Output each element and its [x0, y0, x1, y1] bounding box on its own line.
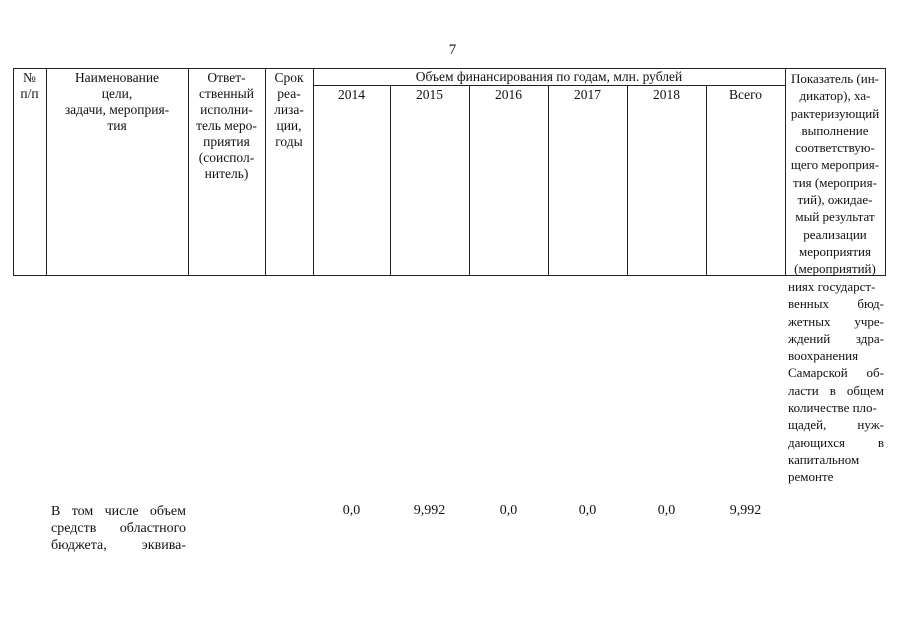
funding-group-divider: [313, 85, 785, 86]
indicator-line: ремонте: [788, 469, 834, 485]
row-name-line: средств областного: [51, 521, 186, 536]
indicator-line: дающихся в: [788, 434, 884, 450]
header-year-2014: 2014: [338, 87, 365, 102]
header-period: [265, 70, 313, 150]
header-period-line: Срок: [274, 70, 304, 85]
indicator-line: жетных учре-: [788, 313, 884, 329]
header-indicator-line: щего мероприя-: [790, 157, 880, 173]
indicator-line: капитальном: [788, 451, 860, 467]
col-border-11: [885, 68, 886, 276]
header-name-line: цели,: [101, 86, 133, 101]
header-year-2015: 2015: [416, 87, 443, 102]
header-indicator-line: выполнение: [801, 122, 869, 138]
header-indicator-line: тий), ожидае-: [797, 192, 873, 208]
value-2017: 0,0: [578, 503, 597, 518]
header-period-line: ции,: [276, 118, 302, 133]
header-period-line: реа-: [277, 86, 301, 101]
indicator-continuation: [788, 278, 884, 486]
header-name-line: тия: [107, 118, 127, 133]
indicator-line: ниях государст-: [788, 279, 876, 294]
page-number: 7: [448, 42, 457, 58]
header-total: Всего: [728, 87, 763, 102]
header-num-line: п/п: [20, 86, 39, 101]
header-period-line: годы: [275, 134, 303, 149]
header-indicator-line: мероприятия: [798, 243, 871, 259]
header-name-line: задачи, мероприя-: [64, 102, 170, 117]
indicator-line: воохранения: [788, 348, 859, 364]
col-border-7: [548, 85, 549, 276]
indicator-line: количестве пло-: [788, 400, 877, 416]
indicator-line: Самарской об-: [788, 365, 884, 381]
header-num-line: №: [23, 70, 36, 85]
row-name: [51, 503, 186, 554]
header-indicator-line: (мероприятий): [794, 261, 876, 277]
header-responsible-line: тель меро-: [196, 118, 257, 133]
value-2018: 0,0: [657, 503, 676, 518]
col-border-6: [469, 85, 470, 276]
value-total: 9,992: [729, 503, 762, 518]
indicator-line: щадей, нуж-: [788, 417, 884, 433]
row-name-line: бюджета, эквива-: [51, 538, 186, 553]
header-funding-group: Объем финансирования по годам, млн. рублей: [415, 69, 683, 84]
header-year-2018: 2018: [653, 87, 680, 102]
header-responsible-line: Ответ-: [207, 70, 246, 85]
value-2015: 9,992: [413, 503, 446, 518]
header-indicator-line: соответствую-: [795, 140, 875, 156]
header-indicator-line: рактеризующий: [790, 105, 880, 121]
row-name-line: В том числе объем: [51, 504, 186, 519]
header-indicator-line: Показатель (ин-: [790, 71, 880, 86]
header-responsible-line: исполни-: [200, 102, 253, 117]
indicator-line: венных бюд-: [788, 296, 884, 312]
header-period-line: лиза-: [274, 102, 304, 117]
header-indicator-line: мый результат: [795, 209, 875, 225]
header-indicator: [785, 70, 885, 278]
col-border-9: [706, 85, 707, 276]
header-responsible-line: нитель): [204, 166, 249, 181]
header-responsible: [188, 70, 265, 182]
header-responsible-line: ственный: [199, 86, 254, 101]
header-indicator-line: тия (мероприя-: [793, 174, 877, 190]
header-num: [13, 70, 46, 102]
header-indicator-line: дикатор), ха-: [799, 88, 871, 104]
header-bottom-border: [13, 275, 885, 276]
header-responsible-line: (соиспол-: [198, 150, 255, 165]
col-border-5: [390, 85, 391, 276]
indicator-line: ждений здра-: [788, 330, 884, 346]
header-year-2016: 2016: [495, 87, 522, 102]
header-indicator-line: реализации: [803, 226, 867, 242]
header-year-2017: 2017: [574, 87, 601, 102]
col-border-8: [627, 85, 628, 276]
indicator-line: ласти в общем: [788, 382, 884, 398]
header-name: [46, 70, 188, 134]
value-2014: 0,0: [342, 503, 361, 518]
header-name-line: Наименование: [74, 70, 160, 85]
value-2016: 0,0: [499, 503, 518, 518]
header-responsible-line: приятия: [203, 134, 250, 149]
